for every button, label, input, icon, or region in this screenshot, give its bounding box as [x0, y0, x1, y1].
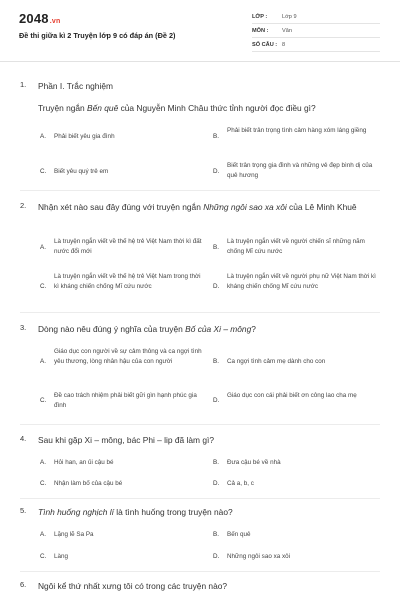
exam-page: 2048.vn Đề thi giữa kì 2 Truyện lớp 9 có đáp án (Đề 2) LỚP : Lớp 9 MÔN : Văn SỐ CÂU : 8 1. Phần I. Trắc nghiệm Truyện ngắn Bến quê của Nguyễn Minh Châu thức tỉnh người đọc điều gì? A. Phải biết yêu gia đình B. Phải biết trân trọng tình cảm hàng xóm láng giềng C. Biết yêu quý trẻ em D. Biết trân trọng gia đình và những vẻ đẹp bình dị của quê hương 2. Nhận xét nào sau đây đúng với truyện ngắn Những ngôi sao xa xôi của Lê Minh Khuê A. Là truyện ngắn viết về thế hệ trẻ Việt Nam thời kì đất nước đổi mới B. Là truyện ngắn viết về người chiến sĩ những năm chống Mĩ cứu nước C. Là truyện ngắn viết về thế hệ trẻ Việt Nam trong thời kì kháng chiến chống Mĩ cứu nước D. Là truyện ngắn viết về người phụ nữ Việt Nam thời kì kháng chiến chống Mĩ cứu nước 3. Dòng nào nêu đúng ý nghĩa của truyện Bố của Xi – mông? A. Giáo dục con người về sự cảm thông và ca ngợi tình yêu thương, lòng nhân hậu của con người B. Ca ngợi tình cảm mẹ dành cho con C. Đề cao trách nhiệm phải biết gữi gìn hạnh phúc gia đình D. Giáo dục con cái phải biết ơn công lao cha mẹ 4. Sau khi gặp Xi – mông, bác Phi – lip đã làm gì? A. Hỏi han, an ủi cậu bé B. Đưa cậu bé về nhà C. Nhận làm bố của cậu bé D. Cả a, b, c 5. Tình huống nghịch lí là tình huống trong truyện nào? A. Lặng lẽ Sa Pa B. Bến quê C. Làng D. Những ngôi sao xa xôi 6. Ngôi kể thứ nhất xưng tôi có trong các truyện nào? — [0, 0, 400, 600]
question-text: Tình huống nghịch lí là tình huống trong truyện nào? — [38, 507, 233, 517]
meta-value: 8 — [282, 41, 286, 48]
question-number: 4. — [20, 434, 27, 443]
header — [0, 0, 400, 62]
meta-key: SỐ CÂU : — [252, 41, 278, 48]
question-number: 6. — [20, 580, 27, 589]
question-number: 2. — [20, 201, 27, 210]
meta-row-count — [252, 38, 380, 52]
meta-value: Lớp 9 — [282, 13, 297, 20]
exam-meta — [252, 10, 380, 52]
question-text: Truyện ngắn Bến quê của Nguyễn Minh Châu thức tỉnh người đọc điều gì? — [38, 103, 316, 113]
question-number: 5. — [20, 506, 27, 515]
question-text: Nhận xét nào sau đây đúng với truyện ngắn Những ngôi sao xa xôi của Lê Minh Khuê — [38, 202, 357, 212]
page-title: Đề thi giữa kì 2 Truyện lớp 9 có đáp án (Đề 2) — [19, 31, 176, 40]
meta-key: LỚP : — [252, 13, 268, 20]
meta-key: MÔN : — [252, 27, 269, 34]
question-text: Ngôi kể thứ nhất xưng tôi có trong các truyện nào? — [38, 581, 228, 591]
meta-row-grade — [252, 10, 380, 24]
question-text: Dòng nào nêu đúng ý nghĩa của truyện Bố của Xi – mông? — [38, 324, 256, 334]
divider — [20, 312, 380, 313]
question-number: 1. — [20, 80, 27, 89]
meta-row-subject — [252, 24, 380, 38]
divider — [20, 498, 380, 499]
question-text: Sau khi gặp Xi – mông, bác Phi – lip đã làm gì? — [38, 435, 214, 445]
question-number: 3. — [20, 323, 27, 332]
section-title: Phần I. Trắc nghiệm — [38, 81, 113, 91]
meta-value: Văn — [282, 27, 292, 34]
divider — [20, 571, 380, 572]
divider — [20, 424, 380, 425]
site-logo[interactable] — [19, 11, 60, 26]
divider — [20, 190, 380, 191]
logo-suffix: .vn — [49, 18, 61, 25]
logo-number: 2048 — [19, 11, 49, 26]
